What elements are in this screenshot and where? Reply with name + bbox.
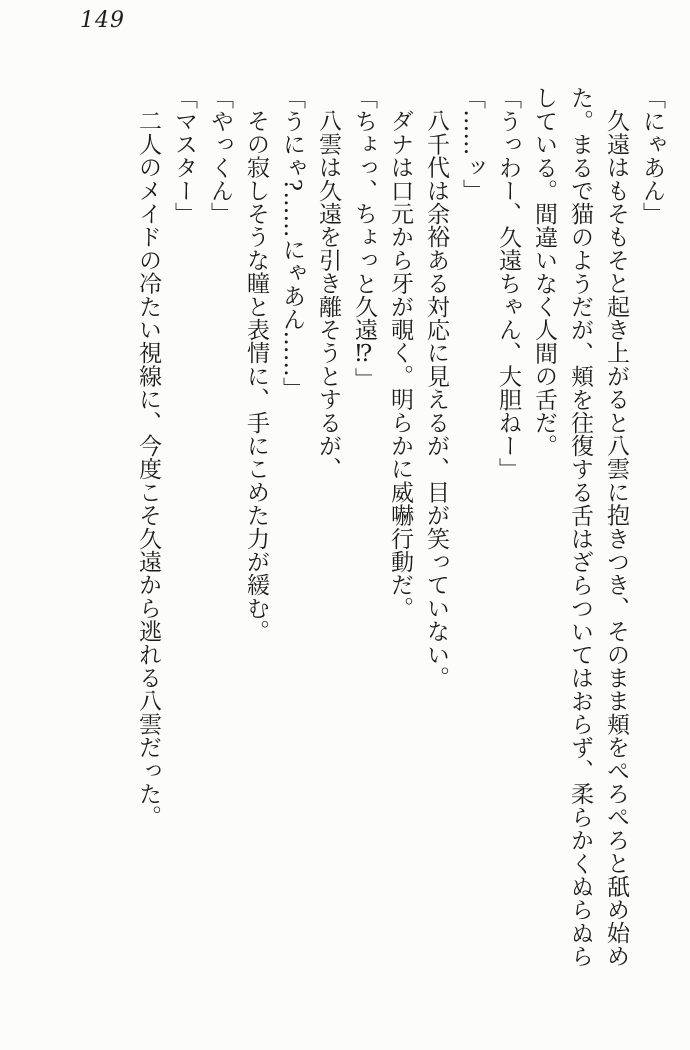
text-line: ダナは口元から牙が覗く。明らかに威嚇行動だ。	[387, 109, 413, 620]
text-line: 久遠はもそもそと起き上がると八雲に抱きつき、そのまま頬をぺろぺろと舐め始め	[603, 109, 629, 968]
text-line: その寂しそうな瞳と表情に、手にこめた力が緩む。	[243, 109, 269, 643]
text-line: 「……ッ」	[459, 86, 485, 202]
text-line: 「マスター」	[171, 86, 197, 226]
vertical-text-block	[130, 86, 670, 991]
text-line: 「にゃあん」	[639, 86, 665, 226]
text-line: た。まるで猫のようだが、頬を往復する舌はざらついてはおらず、柔らかくぬらぬら	[567, 86, 593, 968]
text-line: 「ちょっ、ちょっと久遠⁉」	[351, 86, 377, 391]
page-number: 149	[80, 8, 125, 33]
text-line: 八千代は余裕ある対応に見えるが、目が笑っていない。	[423, 109, 449, 689]
text-line: 「やっくん」	[207, 86, 233, 226]
text-line: 「うっわー、久遠ちゃん、大胆ねー」	[495, 86, 521, 481]
text-line: 八雲は久遠を引き離そうとするが、	[315, 109, 341, 481]
text-line: 「うにゃ?……にゃあん……」	[279, 86, 305, 401]
text-line: 二人のメイドの冷たい視線に、今度こそ久遠から逃れる八雲だった。	[135, 109, 161, 829]
text-line: している。間違いなく人間の舌だ。	[531, 86, 557, 458]
